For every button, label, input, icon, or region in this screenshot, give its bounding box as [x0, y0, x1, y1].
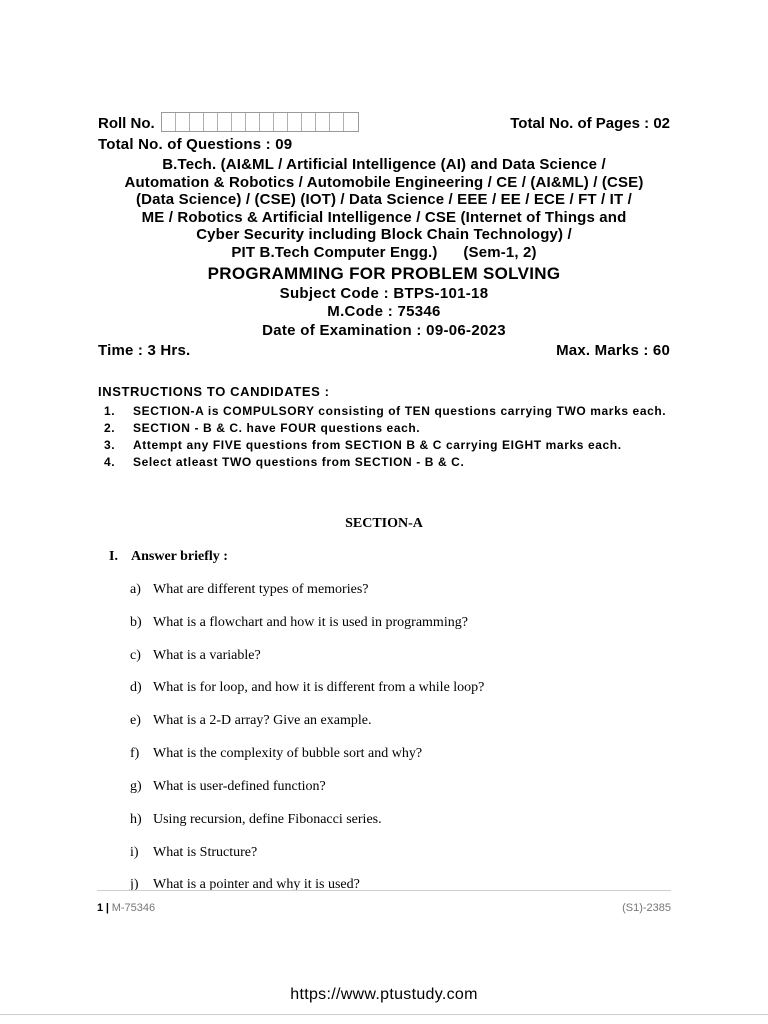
total-questions: Total No. of Questions : 09 [98, 136, 293, 153]
website-url: https://www.ptustudy.com [290, 986, 478, 1003]
course-line: (Data Science) / (CSE) (IOT) / Data Science / EEE / EE / ECE / FT / IT / [136, 191, 632, 208]
instructions-heading: INSTRUCTIONS TO CANDIDATES : [98, 384, 330, 399]
course-line: PIT B.Tech Computer Engg.) (Sem-1, 2) [231, 243, 537, 261]
time-marks-row [98, 342, 670, 359]
roll-label: Roll No. [98, 115, 155, 132]
footer-mcode: M-75346 [111, 902, 156, 914]
question-label: Answer briefly : [131, 549, 228, 564]
page-footer [97, 874, 671, 914]
question-item: f) What is the complexity of bubble sort and why? [130, 746, 423, 761]
header-row [98, 112, 670, 132]
page-number: 1 [97, 902, 104, 914]
question-item: i) What is Structure? [130, 845, 258, 860]
course-line: Cyber Security including Block Chain Technology) / [196, 226, 572, 243]
roll-number-boxes [161, 112, 359, 132]
question-item: b) What is a flowchart and how it is used in programming? [130, 615, 468, 630]
subject-code: Subject Code : BTPS-101-18 [279, 285, 489, 302]
question-number: I. [109, 549, 118, 564]
max-marks: Max. Marks : 60 [556, 342, 670, 359]
question-item: j) What is a pointer and why it is used? [130, 877, 360, 892]
instruction-item: 1. SECTION-A is COMPULSORY consisting of TEN questions carrying TWO marks each. [104, 404, 667, 418]
exam-date: Date of Examination : 09-06-2023 [262, 322, 506, 339]
instruction-item: 4. Select atleast TWO questions from SECTION - B & C. [104, 455, 465, 469]
course-line: ME / Robotics & Artificial Intelligence / CSE (Internet of Things and [141, 208, 627, 226]
exam-time: Time : 3 Hrs. [98, 342, 191, 359]
roll-number-block [98, 112, 359, 132]
question-item: d) What is for loop, and how it is different from a while loop? [130, 680, 485, 695]
paper-title: PROGRAMMING FOR PROBLEM SOLVING [207, 264, 561, 283]
question-item: c) What is a variable? [130, 648, 261, 663]
m-code: M.Code : 75346 [327, 303, 441, 320]
question-item: e) What is a 2-D array? Give an example. [130, 713, 372, 728]
question-item: a) What are different types of memories? [130, 582, 369, 597]
instruction-item: 3. Attempt any FIVE questions from SECTION B & C carrying EIGHT marks each. [104, 438, 622, 452]
course-line: B.Tech. (AI&ML / Artificial Intelligence (AI) and Data Science / [162, 156, 606, 173]
footer-separator: | [105, 902, 109, 914]
question-item: h) Using recursion, define Fibonacci series. [130, 812, 382, 827]
total-pages: Total No. of Pages : 02 [510, 115, 670, 132]
section-a-heading: SECTION-A [345, 516, 423, 531]
course-line: Automation & Robotics / Automobile Engineering / CE / (AI&ML) / (CSE) [124, 173, 644, 191]
footer-left [97, 902, 155, 914]
course-list [96, 156, 672, 261]
question-item: g) What is user-defined function? [130, 779, 326, 794]
footer-right: (S1)-2385 [622, 902, 671, 914]
instruction-item: 2. SECTION - B & C. have FOUR questions each. [104, 421, 421, 435]
bottom-divider [0, 1014, 768, 1015]
instructions-list [98, 404, 678, 472]
